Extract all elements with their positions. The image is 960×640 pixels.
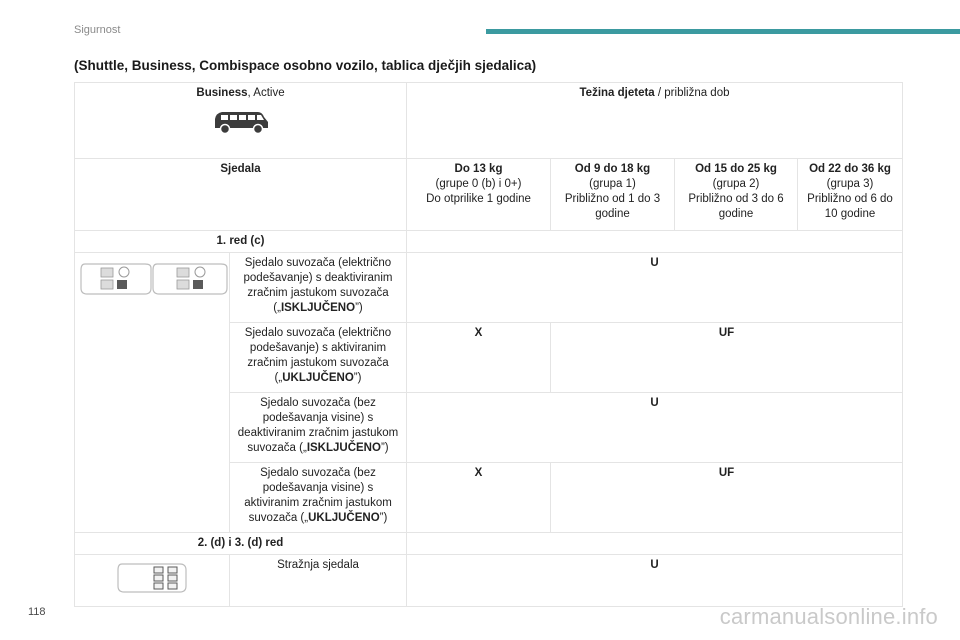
- groups-row: [75, 159, 903, 231]
- page-number: 118: [28, 606, 46, 618]
- group-age: Približno od 6 do 10 godine: [807, 193, 893, 220]
- group-name: (grupe 0 (b) i 0+): [435, 178, 522, 190]
- header-accent-bar: [486, 29, 960, 34]
- rating-value: U: [407, 555, 903, 607]
- page-title: (Shuttle, Business, Combispace osobno vozilo, tablica dječjih sjedalica): [74, 58, 537, 73]
- rear-seats-diagram-icon: [75, 555, 230, 607]
- rating-value: X: [407, 323, 551, 393]
- seats-label: Sjedala: [75, 159, 407, 231]
- table-row: [75, 253, 903, 323]
- group-weight: Od 9 do 18 kg: [574, 163, 651, 175]
- model-name-rest: , Active: [247, 87, 285, 99]
- group-name: (grupa 3): [826, 178, 874, 190]
- weight-header-bold: Težina djeteta: [579, 87, 655, 99]
- group-cell-2: [675, 159, 798, 231]
- group-cell-3: [798, 159, 903, 231]
- corner-cell: [75, 83, 407, 159]
- table-header-row: [75, 83, 903, 159]
- group-age: Do otprilike 1 godine: [426, 193, 531, 205]
- rating-value: UF: [551, 463, 903, 533]
- seat-description: Stražnja sjedala: [230, 555, 407, 607]
- seat-description: Sjedalo suvozača (električno podešavanje) s deaktiviranim zračnim jastukom suvozača („ISKLJUČENO”): [230, 253, 407, 323]
- weight-header-rest: / približna dob: [654, 87, 730, 99]
- group-weight: Od 15 do 25 kg: [695, 163, 777, 175]
- group-age: Približno od 1 do 3 godine: [564, 193, 661, 220]
- van-icon: [79, 101, 402, 142]
- weight-header-cell: [407, 83, 903, 159]
- row1-heading-row: [75, 231, 903, 253]
- group-name: (grupa 1): [589, 178, 636, 190]
- watermark: carmanualsonline.info: [719, 604, 938, 629]
- seat-description: Sjedalo suvozača (bez podešavanja visine) s deaktiviranim zračnim jastukom suvozača („ISKLJUČENO”): [230, 393, 407, 463]
- rating-value: U: [407, 393, 903, 463]
- group-name: (grupa 2): [712, 178, 760, 190]
- row1-label: 1. red (c): [75, 231, 407, 253]
- group-weight: Od 22 do 36 kg: [809, 163, 891, 175]
- row2-label: 2. (d) i 3. (d) red: [75, 533, 407, 555]
- child-seat-table: [74, 82, 903, 607]
- table-row: [75, 555, 903, 607]
- front-seat-diagram-icon: [75, 253, 230, 533]
- rating-value: X: [407, 463, 551, 533]
- group-cell-0: [407, 159, 551, 231]
- rating-value: UF: [551, 323, 903, 393]
- section-label: Sigurnost: [74, 24, 121, 36]
- group-age: Približno od 3 do 6 godine: [688, 193, 784, 220]
- model-name: Business: [196, 87, 248, 99]
- rating-value: U: [407, 253, 903, 323]
- row2-heading-row: [75, 533, 903, 555]
- group-cell-1: [551, 159, 675, 231]
- seat-description: Sjedalo suvozača (električno podešavanje) s aktiviranim zračnim jastukom suvozača („UKLJUČENO”): [230, 323, 407, 393]
- group-weight: Do 13 kg: [454, 163, 503, 175]
- seat-description: Sjedalo suvozača (bez podešavanja visine) s aktiviranim zračnim jastukom suvozača („UKLJUČENO”): [230, 463, 407, 533]
